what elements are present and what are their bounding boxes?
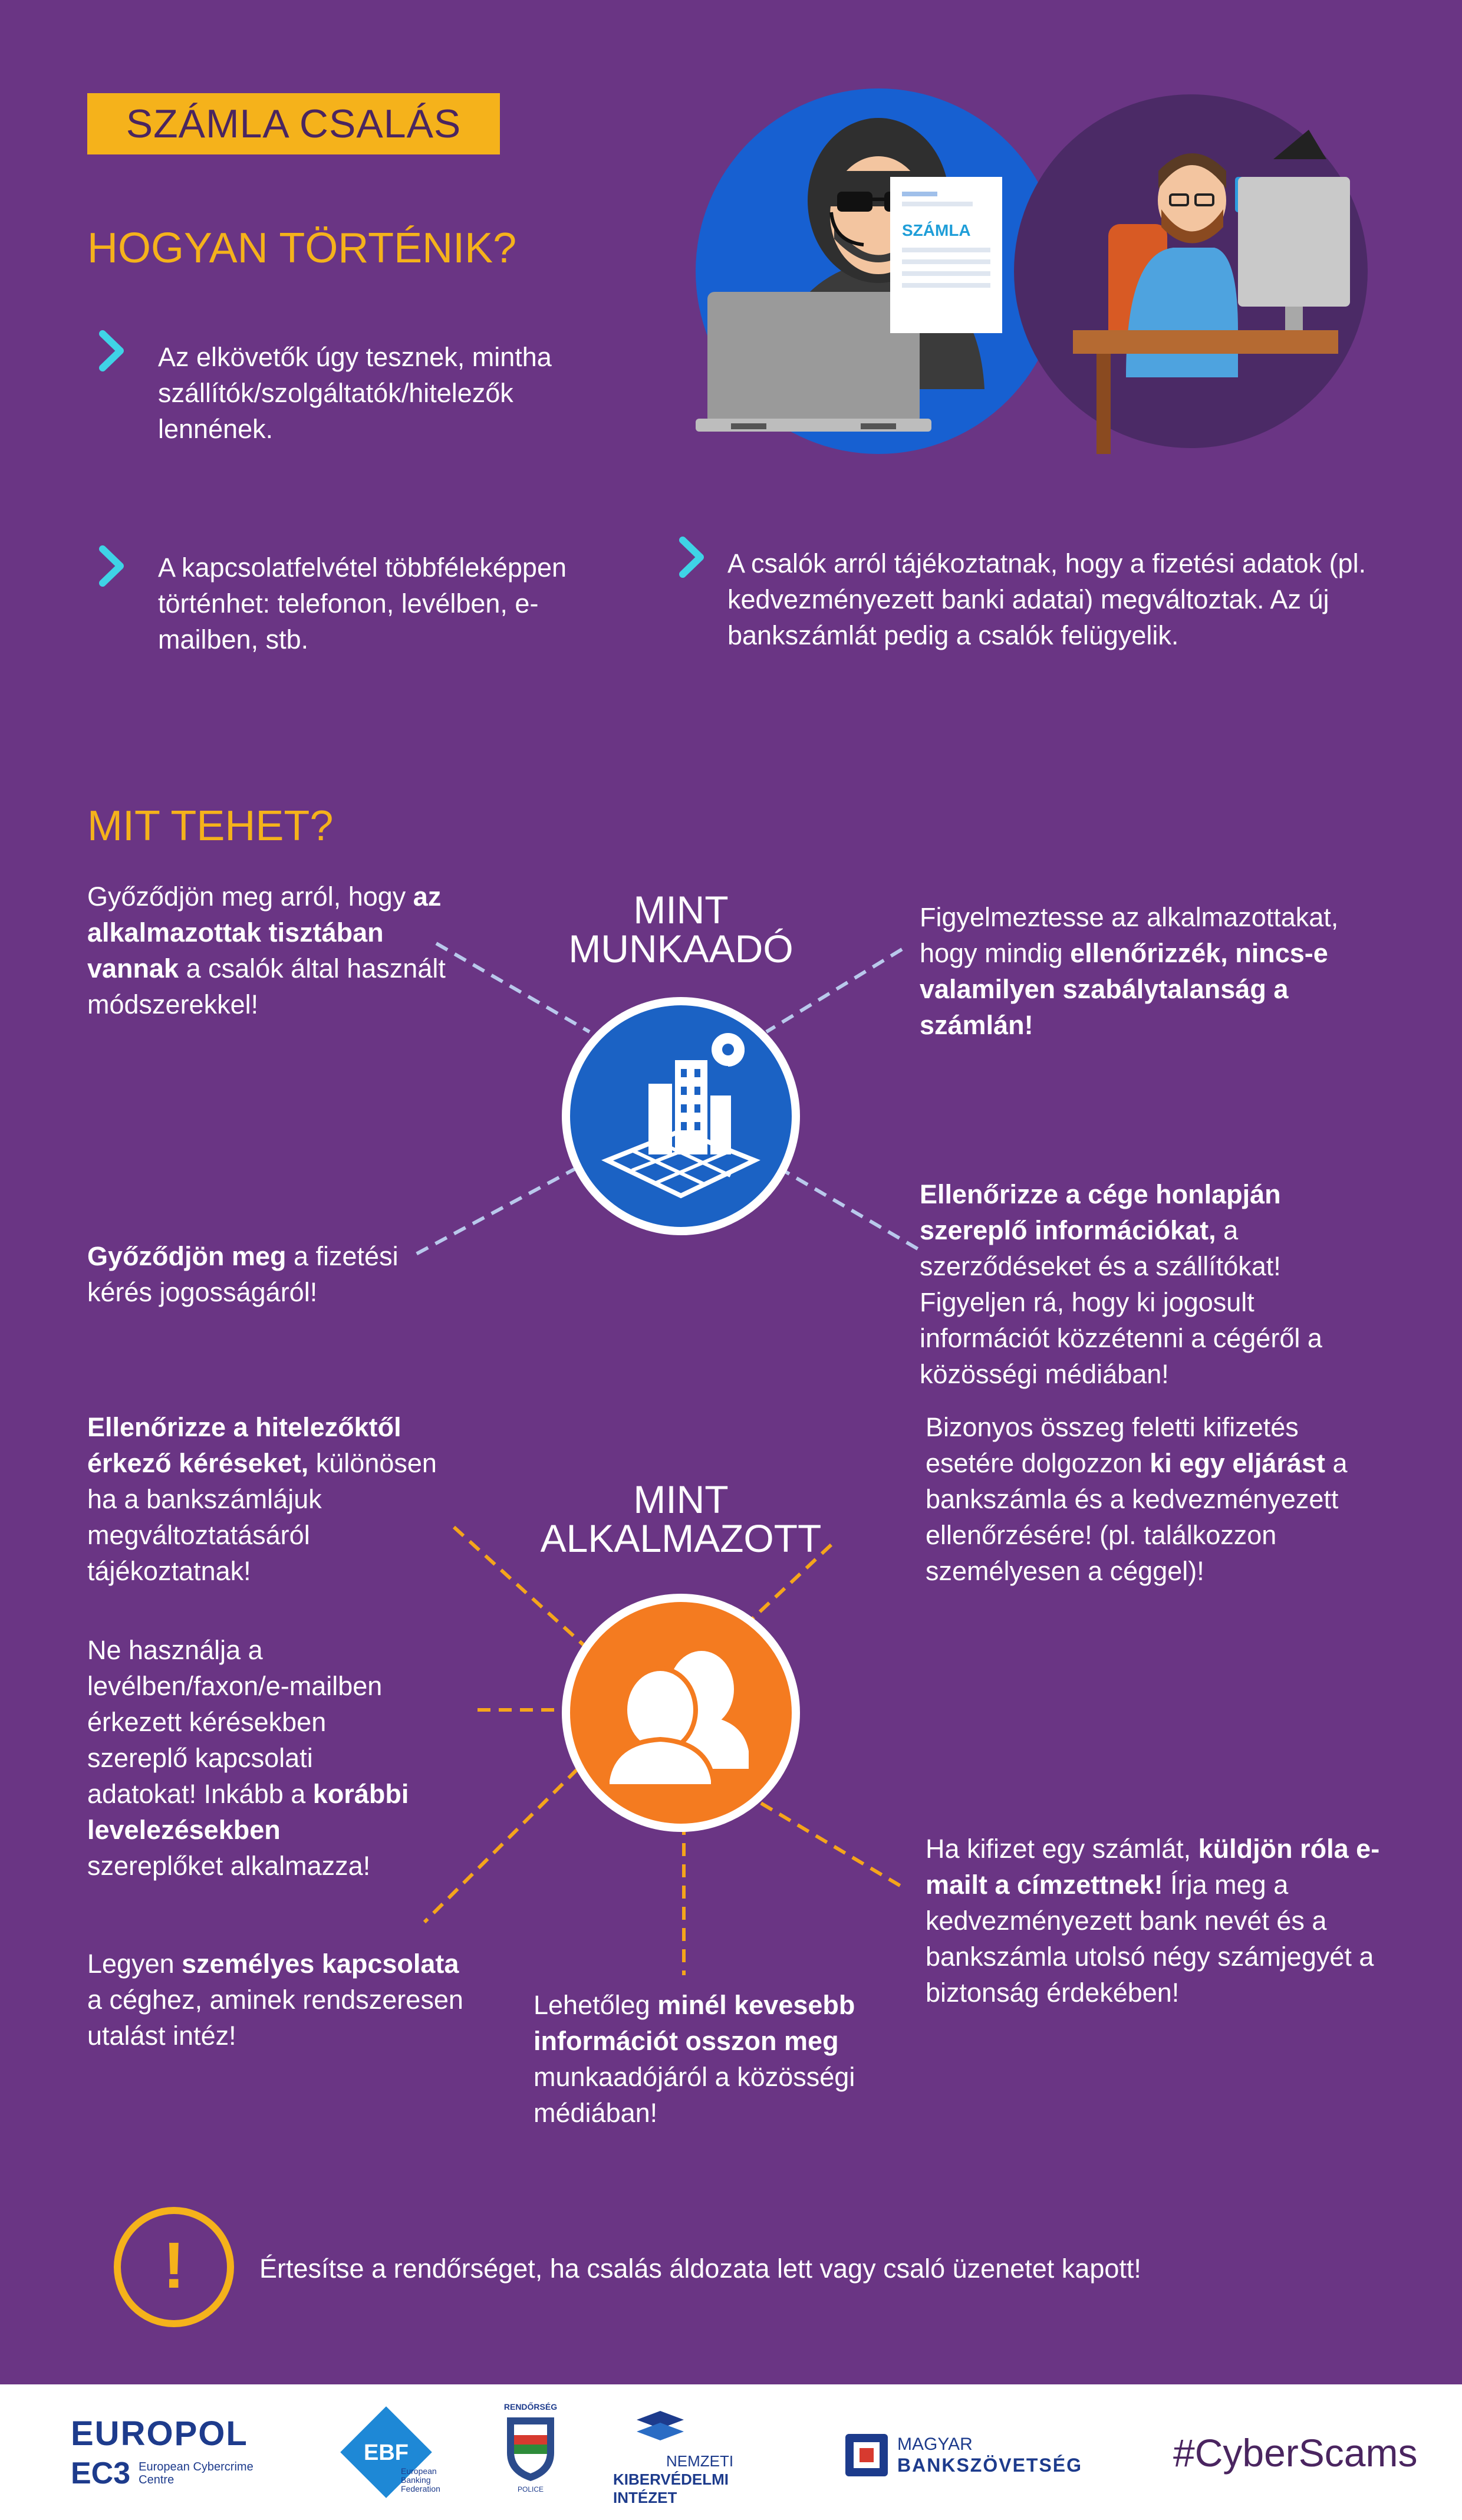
what-heading: MIT TEHET? xyxy=(87,802,334,850)
people-icon xyxy=(560,1592,802,1834)
how-point-3: A csalók arról tájékoztatnak, hogy a fizetési adatok (pl. kedvezményezett banki adatai) megváltoztak. Az új bankszámlát pedig a csalók felügyelik. xyxy=(727,548,1366,650)
mbsz-mark-icon xyxy=(843,2432,890,2479)
nki-mark-icon xyxy=(631,2408,690,2449)
nki-logo: NEMZETI KIBERVÉDELMI INTÉZET xyxy=(613,2408,790,2502)
ebf-logo: EBF European Banking Federation xyxy=(336,2402,442,2508)
warning-icon xyxy=(112,2205,236,2329)
hashtag[interactable]: #CyberScams xyxy=(1173,2431,1418,2475)
chevron-right-icon xyxy=(678,537,707,578)
employer-label-line1: MINT xyxy=(633,888,729,932)
connector-line xyxy=(413,1167,578,1256)
chevron-right-icon xyxy=(98,545,127,587)
invoice-document xyxy=(890,177,1002,333)
page-title: SZÁMLA CSALÁS xyxy=(87,93,500,154)
employee-tip-5: Legyen személyes kapcsolata a céghez, aminek rendszeresen utalást intéz! xyxy=(87,1949,463,2051)
scam-illustration xyxy=(696,83,1374,460)
svg-text:EBF: EBF xyxy=(364,2440,409,2465)
employee-tip-6: Lehetőleg minél kevesebb információt osszon meg munkaadójáról a közösségi médiában! xyxy=(534,1990,855,2128)
chevron-right-icon xyxy=(98,330,127,371)
police-shield-icon xyxy=(501,2412,560,2482)
employee-label-line2: ALKALMAZOTT xyxy=(540,1516,822,1560)
alert-text: Értesítse a rendőrséget, ha csalás áldozata lett vagy csaló üzenetet kapott! xyxy=(259,2253,1141,2284)
employer-tip-2: Figyelmeztesse az alkalmazottakat, hogy mindig ellenőrizzék, nincs-e valamilyen szabálytalanság a számlán! xyxy=(920,902,1339,1040)
europol-logo: EUROPOL EC3 European Cybercrime Centre xyxy=(71,2414,253,2491)
building-icon xyxy=(560,995,802,1237)
employee-tip-1: Ellenőrizze a hitelezőktől érkező kéréseket, különösen ha a bankszámlájuk megváltoztatásáról tájékoztatnak! xyxy=(87,1412,437,1586)
employer-tip-1: Győződjön meg arról, hogy az alkalmazottak tisztában vannak a csalók által használt módszerekkel! xyxy=(87,881,446,1019)
employer-tip-3: Győződjön meg a fizetési kérés jogosságáról! xyxy=(87,1241,399,1307)
mbsz-logo: MAGYAR BANKSZÖVETSÉG xyxy=(843,2426,1114,2485)
employee-tip-2: Bizonyos összeg feletti kifizetés esetére dolgozzon ki egy eljárást a bankszámla és a kedvezményezett ellenőrzésére! (pl. találkozzon személyesen a céggel)! xyxy=(926,1412,1348,1586)
employer-tip-4: Ellenőrizze a cége honlapján szereplő információkat, a szerződéseket és a szállítókat! Figyeljen rá, hogy ki jogosult információt közzétenni a cégéről a közösségi médiában! xyxy=(920,1179,1322,1389)
employee-tip-3: Ne használja a levélben/faxon/e-mailben érkezett kérésekben szereplő kapcsolati adatokat! Inkább a korábbi levelezésekben szereplőket alkalmazza! xyxy=(87,1635,409,1881)
employee-tip-4: Ha kifizet egy számlát, küldjön róla e-mailt a címzettnek! Írja meg a kedvezményezett bank nevét és a bankszámla utolsó négy számjegyét a biztonság érdekében! xyxy=(926,1834,1380,2008)
connector-line xyxy=(424,1769,578,1922)
invoice-label: SZÁMLA xyxy=(902,221,971,239)
hacker-scene xyxy=(696,88,1061,454)
police-logo: RENDŐRSÉG POLICE xyxy=(495,2402,566,2508)
footer xyxy=(0,2384,1462,2520)
how-point-2: A kapcsolatfelvétel többféleképpen történhet: telefonon, levélben, e-mailben, stb. xyxy=(158,552,567,654)
employee-label-line1: MINT xyxy=(633,1478,729,1521)
employer-label-line2: MUNKAADÓ xyxy=(568,927,793,971)
how-point-1: Az elkövetők úgy tesznek, mintha szállítók/szolgáltatók/hitelezők lennének. xyxy=(158,342,552,444)
victim-scene xyxy=(1014,94,1368,454)
svg-text:!: ! xyxy=(163,2229,185,2302)
how-heading: HOGYAN TÖRTÉNIK? xyxy=(87,225,517,272)
